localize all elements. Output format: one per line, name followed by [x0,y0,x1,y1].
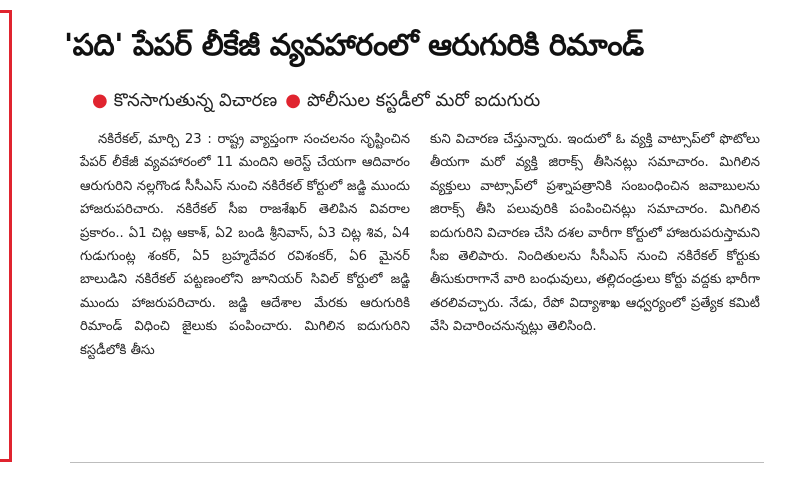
red-margin-frame [0,10,12,462]
subheading-1: కొనసాగుతున్న విచారణ [113,90,278,111]
article-body-left: నకిరేకల్, మార్చి 23 : రాష్ట్ర వ్యాప్తంగా సంచలనం సృష్టించిన పేపర్ లీకేజీ వ్యవహారంలో 11 మందిని అరెస్ట్ చేయగా ఆదివారం ఆరుగురిని నల్లగొండ సీసీఎస్ నుంచి నకిరేకల్ కోర్టులో జడ్జి ముందు హాజరుపరిచారు. నకిరేకల్ సీఐ రాజశేఖర్ తెలిపిన వివరాల ప్రకారం.. ఏ1 చిట్ల ఆకాశ్, ఏ2 బండి శ్రీనివాస్, ఏ3 చిట్ల శివ, ఏ4 గుడుగుంట్ల శంకర్, ఏ5 బ్రహ్మదేవర రవిశంకర్, ఏ6 మైనర్ బాలుడిని నకిరేకల్ పట్టణంలోని జూనియర్ సివిల్ కోర్టులో జడ్జి ముందు హాజరుపరిచారు. జడ్జి ఆదేశాల మేరకు ఆరుగురికి రిమాండ్ విధించి జైలుకు పంపించారు. మిగిలిన ఐదుగురిని కస్టడీలోకి తీసు [80,132,410,358]
subheading-line [92,88,772,114]
subheading-2: పోలీసుల కస్టడీలో మరో ఐదుగురు [306,90,541,111]
article-body-right: కుని విచారణ చేస్తున్నారు. ఇందులో ఓ వ్యక్తి వాట్సాప్‌లో ఫొటోలు తీయగా మరో వ్యక్తి జిరాక్స్ తీసినట్లు సమాచారం. మిగిలిన వ్యక్తులు వాట్సాప్‌లో ప్రశ్నాపత్రానికి సంబంధించిన జవాబులను జిరాక్స్ తీసి పలువురికి పంపించినట్లు సమాచారం. మిగిలిన ఐదుగురిని విచారణ చేసి దశల వారీగా కోర్టులో హాజరుపరుస్తామని సీఐ తెలిపారు. నిందితులను సీసీఎస్ నుంచి నకిరేకల్ కోర్టుకు తీసుకురాగానే వారి బంధువులు, తల్లిదండ్రులు కోర్టు వద్దకు భారీగా తరలివచ్చారు. నేడు, రేపో విద్యాశాఖ ఆధ్వర్యంలో ప్రత్యేక కమిటీ వేసి విచారించనున్నట్లు తెలిసింది. [430,132,760,335]
bullet-icon: ● [92,90,108,111]
article-column-left [80,128,410,362]
headline: 'పది' పేపర్ లీకేజీ వ్యవహారంలో ఆరుగురికి రిమాండ్ [64,28,644,63]
bottom-divider [70,462,764,463]
bullet-icon: ● [285,90,301,111]
article-column-right [430,128,760,339]
